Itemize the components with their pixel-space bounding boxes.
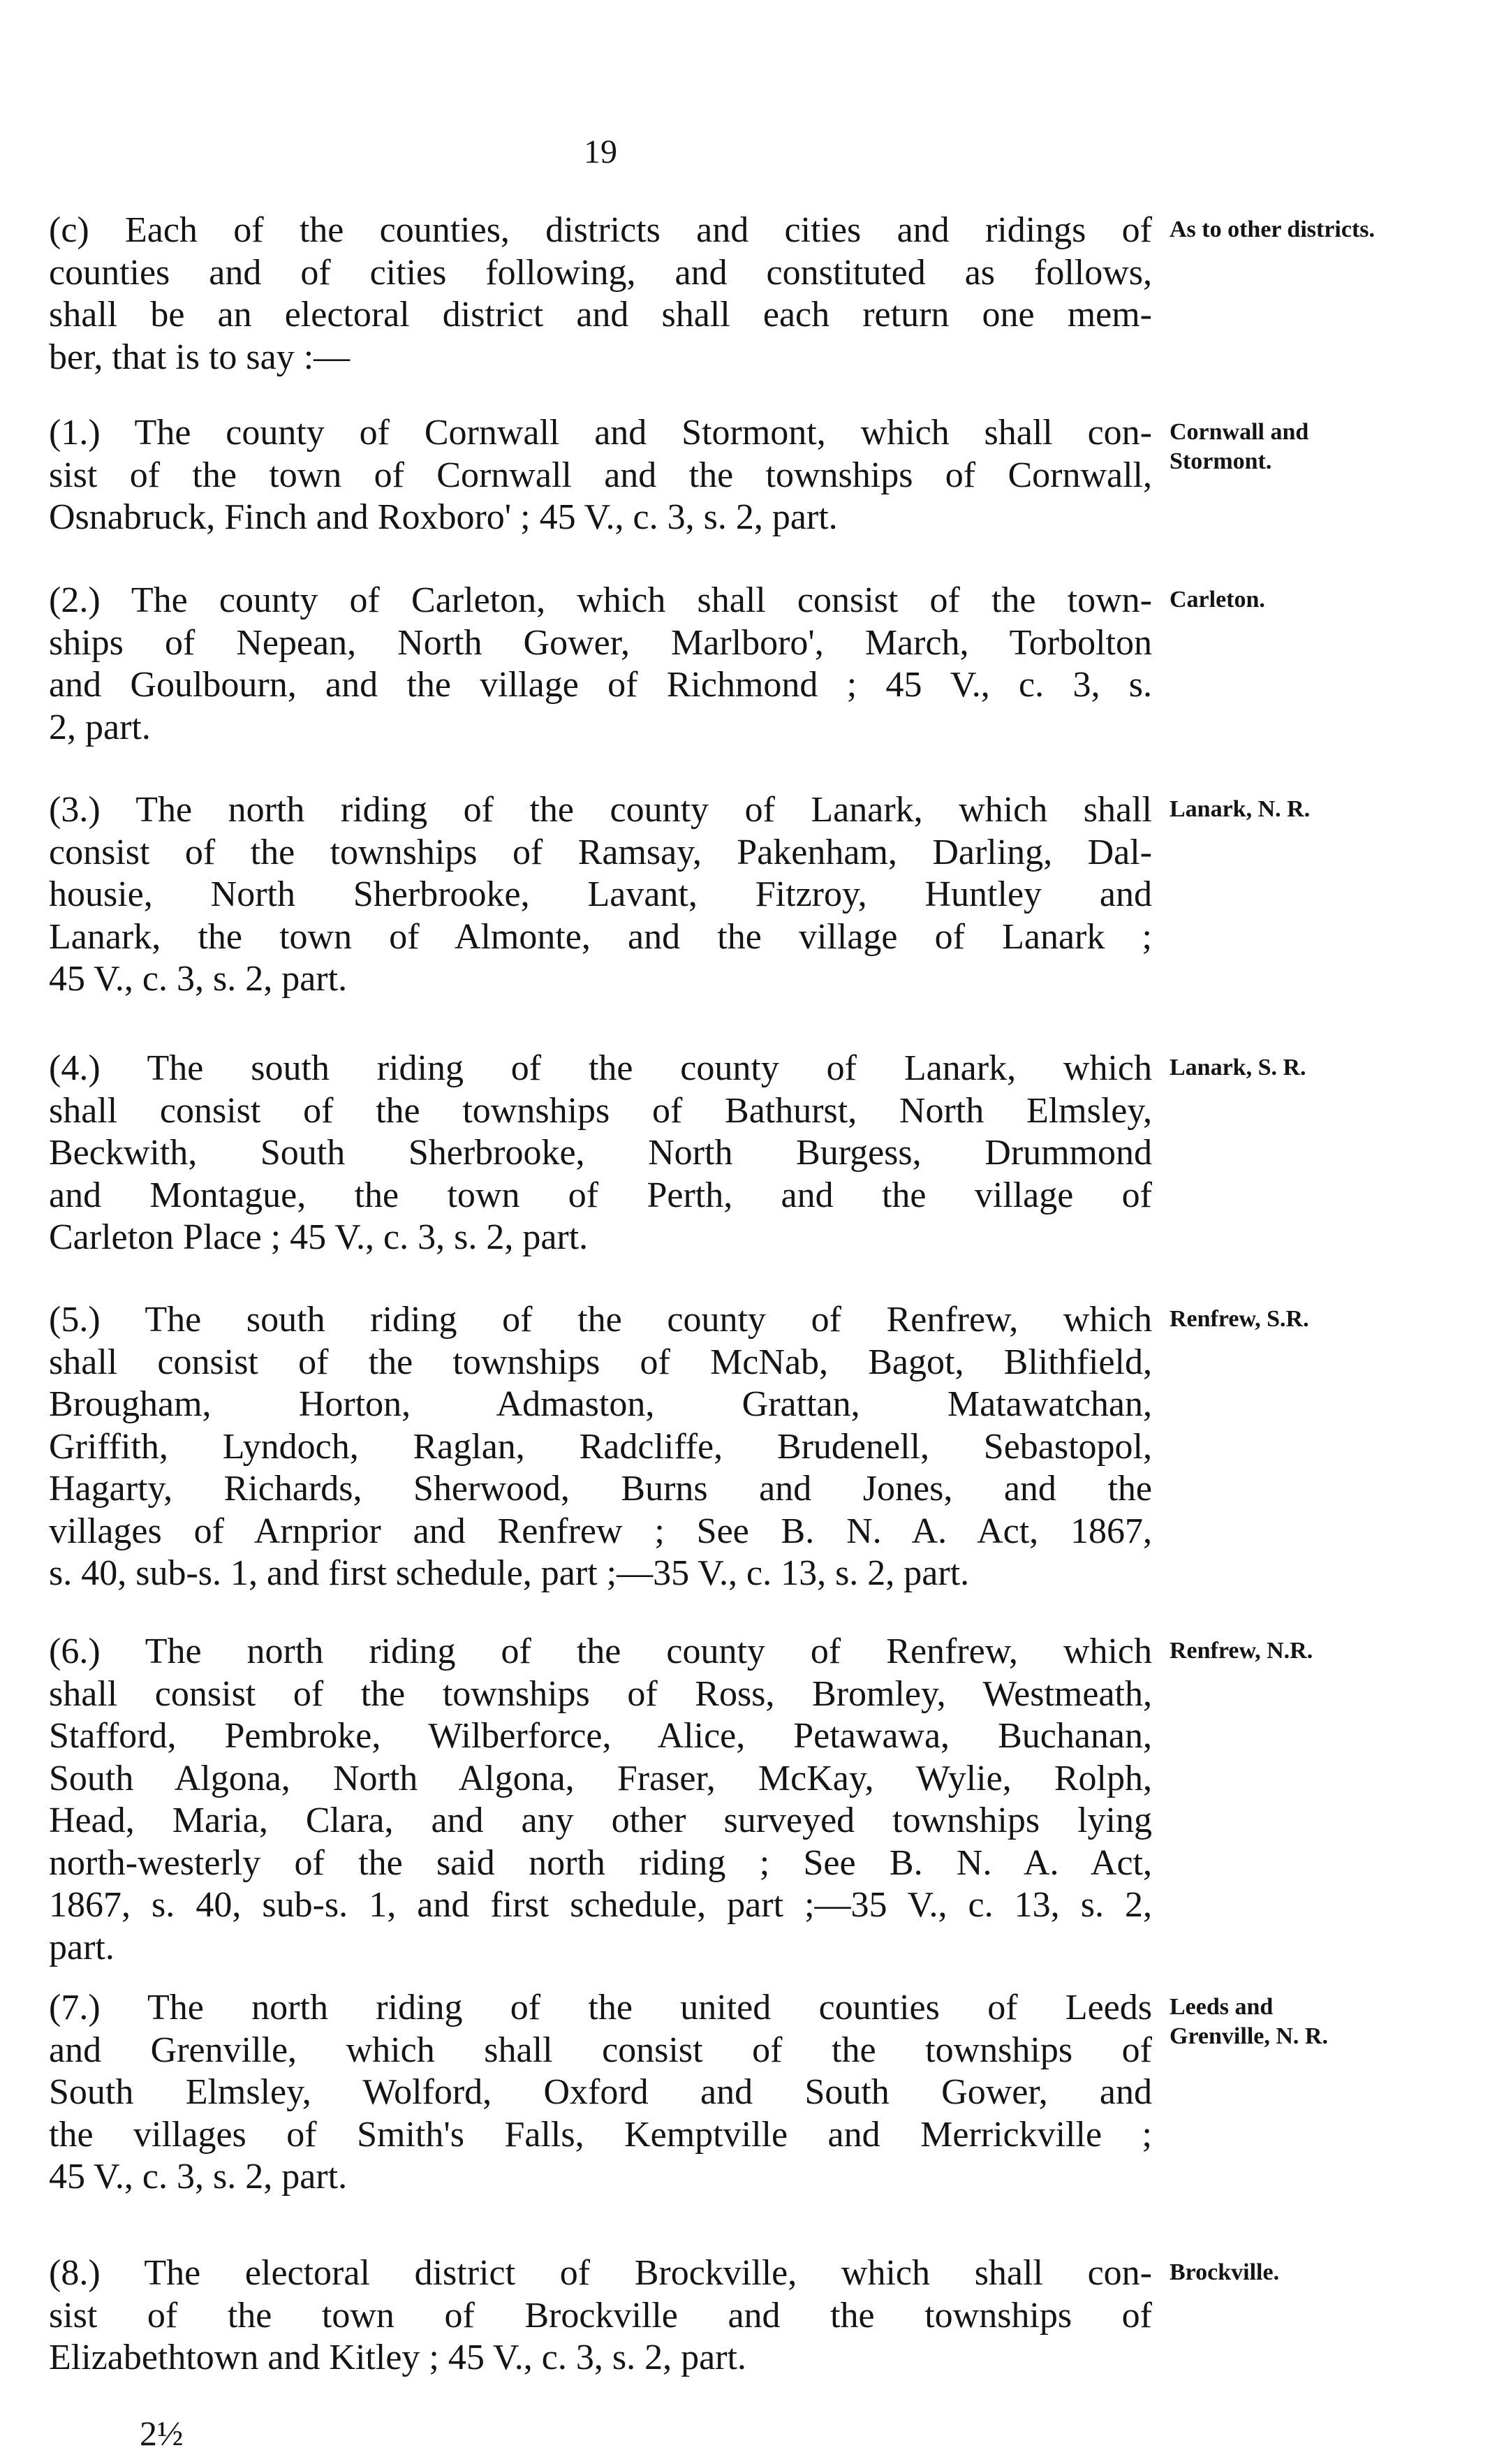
paragraph-line: Carleton Place ; 45 V., c. 3, s. 2, part. [49, 1217, 589, 1257]
paragraph-line: Lanark, the town of Almonte, and the village of Lanark ; [49, 916, 1152, 957]
paragraph-line: 2, part. [49, 707, 151, 747]
paragraph-line: shall be an electoral district and shall each return one mem- [49, 295, 1152, 335]
margin-note: As to other districts. [1170, 217, 1375, 242]
paragraph-line: shall consist of the townships of Bathurst, North Elmsley, [49, 1090, 1152, 1131]
paragraph-line: (2.) The county of Carleton, which shall consist of the town- [49, 580, 1152, 620]
paragraph-line: consist of the townships of Ramsay, Pakenham, Darling, Dal- [49, 832, 1152, 872]
provision-paragraph [49, 580, 1152, 749]
paragraph-line: ber, that is to say :— [49, 337, 351, 377]
margin-note: Lanark, N. R. [1170, 796, 1311, 822]
provision-paragraph [49, 2252, 1152, 2379]
provision-paragraph [49, 789, 1152, 1001]
margin-note: Carleton. [1170, 587, 1265, 613]
paragraph-line: (6.) The north riding of the county of Renfrew, which [49, 1631, 1152, 1671]
provision-paragraph [49, 210, 1152, 379]
paragraph-line: villages of Arnprior and Renfrew ; See B. N. A. Act, 1867, [49, 1511, 1152, 1551]
paragraph-line: (3.) The north riding of the county of Lanark, which shall [49, 790, 1152, 830]
paragraph-line: Brougham, Horton, Admaston, Grattan, Matawatchan, [49, 1384, 1152, 1424]
paragraph-line: (7.) The north riding of the united counties of Leeds [49, 1988, 1152, 2027]
margin-note: Leeds and Grenville, N. R. [1170, 1994, 1328, 2049]
page-number: 19 [584, 133, 617, 170]
paragraph-line: shall consist of the townships of McNab, Bagot, Blithfield, [49, 1342, 1152, 1382]
paragraph-line: (4.) The south riding of the county of Lanark, which [49, 1048, 1152, 1088]
paragraph-line: counties and of cities following, and constituted as follows, [49, 252, 1152, 293]
paragraph-line: South Elmsley, Wolford, Oxford and South Gower, and [49, 2072, 1152, 2112]
paragraph-line: housie, North Sherbrooke, Lavant, Fitzroy, Huntley and [49, 874, 1152, 914]
margin-note: Renfrew, S.R. [1170, 1306, 1309, 1332]
paragraph-line: 1867, s. 40, sub-s. 1, and first schedule, part ;—35 V., c. 13, s. 2, [49, 1885, 1152, 1925]
paragraph-line: and Grenville, which shall consist of the townships of [49, 2030, 1152, 2070]
paragraph-line: 45 V., c. 3, s. 2, part. [49, 2157, 348, 2197]
paragraph-line: north-westerly of the said north riding ; See B. N. A. Act, [49, 1842, 1152, 1883]
provision-paragraph [49, 1987, 1152, 2199]
paragraph-line: and Goulbourn, and the village of Richmond ; 45 V., c. 3, s. [49, 665, 1152, 705]
paragraph-line: Head, Maria, Clara, and any other surveyed townships lying [49, 1801, 1152, 1840]
provision-paragraph [49, 412, 1152, 539]
paragraph-line: (5.) The south riding of the county of Renfrew, which [49, 1300, 1152, 1340]
provision-paragraph [49, 1299, 1152, 1595]
paragraph-line: Osnabruck, Finch and Roxboro' ; 45 V., c. 3, s. 2, part. [49, 497, 838, 537]
paragraph-line: part. [49, 1927, 115, 1967]
paragraph-line: shall consist of the townships of Ross, Bromley, Westmeath, [49, 1673, 1152, 1714]
margin-note: Lanark, S. R. [1170, 1055, 1306, 1080]
paragraph-line: sist of the town of Brockville and the townships of [49, 2295, 1152, 2335]
margin-note: Cornwall and Stormont. [1170, 419, 1309, 474]
paragraph-line: ships of Nepean, North Gower, Marlboro', March, Torbolton [49, 622, 1152, 663]
paragraph-line: (1.) The county of Cornwall and Stormont, which shall con- [49, 413, 1152, 453]
paragraph-line: (c) Each of the counties, districts and cities and ridings of [49, 210, 1152, 250]
paragraph-line: sist of the town of Cornwall and the townships of Cornwall, [49, 455, 1152, 495]
paragraph-line: Griffith, Lyndoch, Raglan, Radcliffe, Brudenell, Sebastopol, [49, 1426, 1152, 1467]
signature-mark: 2½ [140, 2414, 184, 2453]
paragraph-line: (8.) The electoral district of Brockville, which shall con- [49, 2253, 1152, 2293]
paragraph-line: Elizabethtown and Kitley ; 45 V., c. 3, s. 2, part. [49, 2338, 746, 2377]
paragraph-line: Stafford, Pembroke, Wilberforce, Alice, Petawawa, Buchanan, [49, 1716, 1152, 1756]
paragraph-line: Beckwith, South Sherbrooke, North Burgess, Drummond [49, 1133, 1152, 1173]
margin-note: Renfrew, N.R. [1170, 1638, 1313, 1664]
margin-note: Brockville. [1170, 2259, 1280, 2285]
paragraph-line: 45 V., c. 3, s. 2, part. [49, 959, 348, 999]
provision-paragraph [49, 1631, 1152, 1969]
paragraph-line: and Montague, the town of Perth, and the village of [49, 1175, 1152, 1215]
provision-paragraph [49, 1048, 1152, 1259]
paragraph-line: South Algona, North Algona, Fraser, McKay, Wylie, Rolph, [49, 1758, 1152, 1798]
paragraph-line: s. 40, sub-s. 1, and first schedule, part ;—35 V., c. 13, s. 2, part. [49, 1553, 970, 1593]
paragraph-line: the villages of Smith's Falls, Kemptville and Merrickville ; [49, 2114, 1152, 2155]
paragraph-line: Hagarty, Richards, Sherwood, Burns and Jones, and the [49, 1469, 1152, 1509]
